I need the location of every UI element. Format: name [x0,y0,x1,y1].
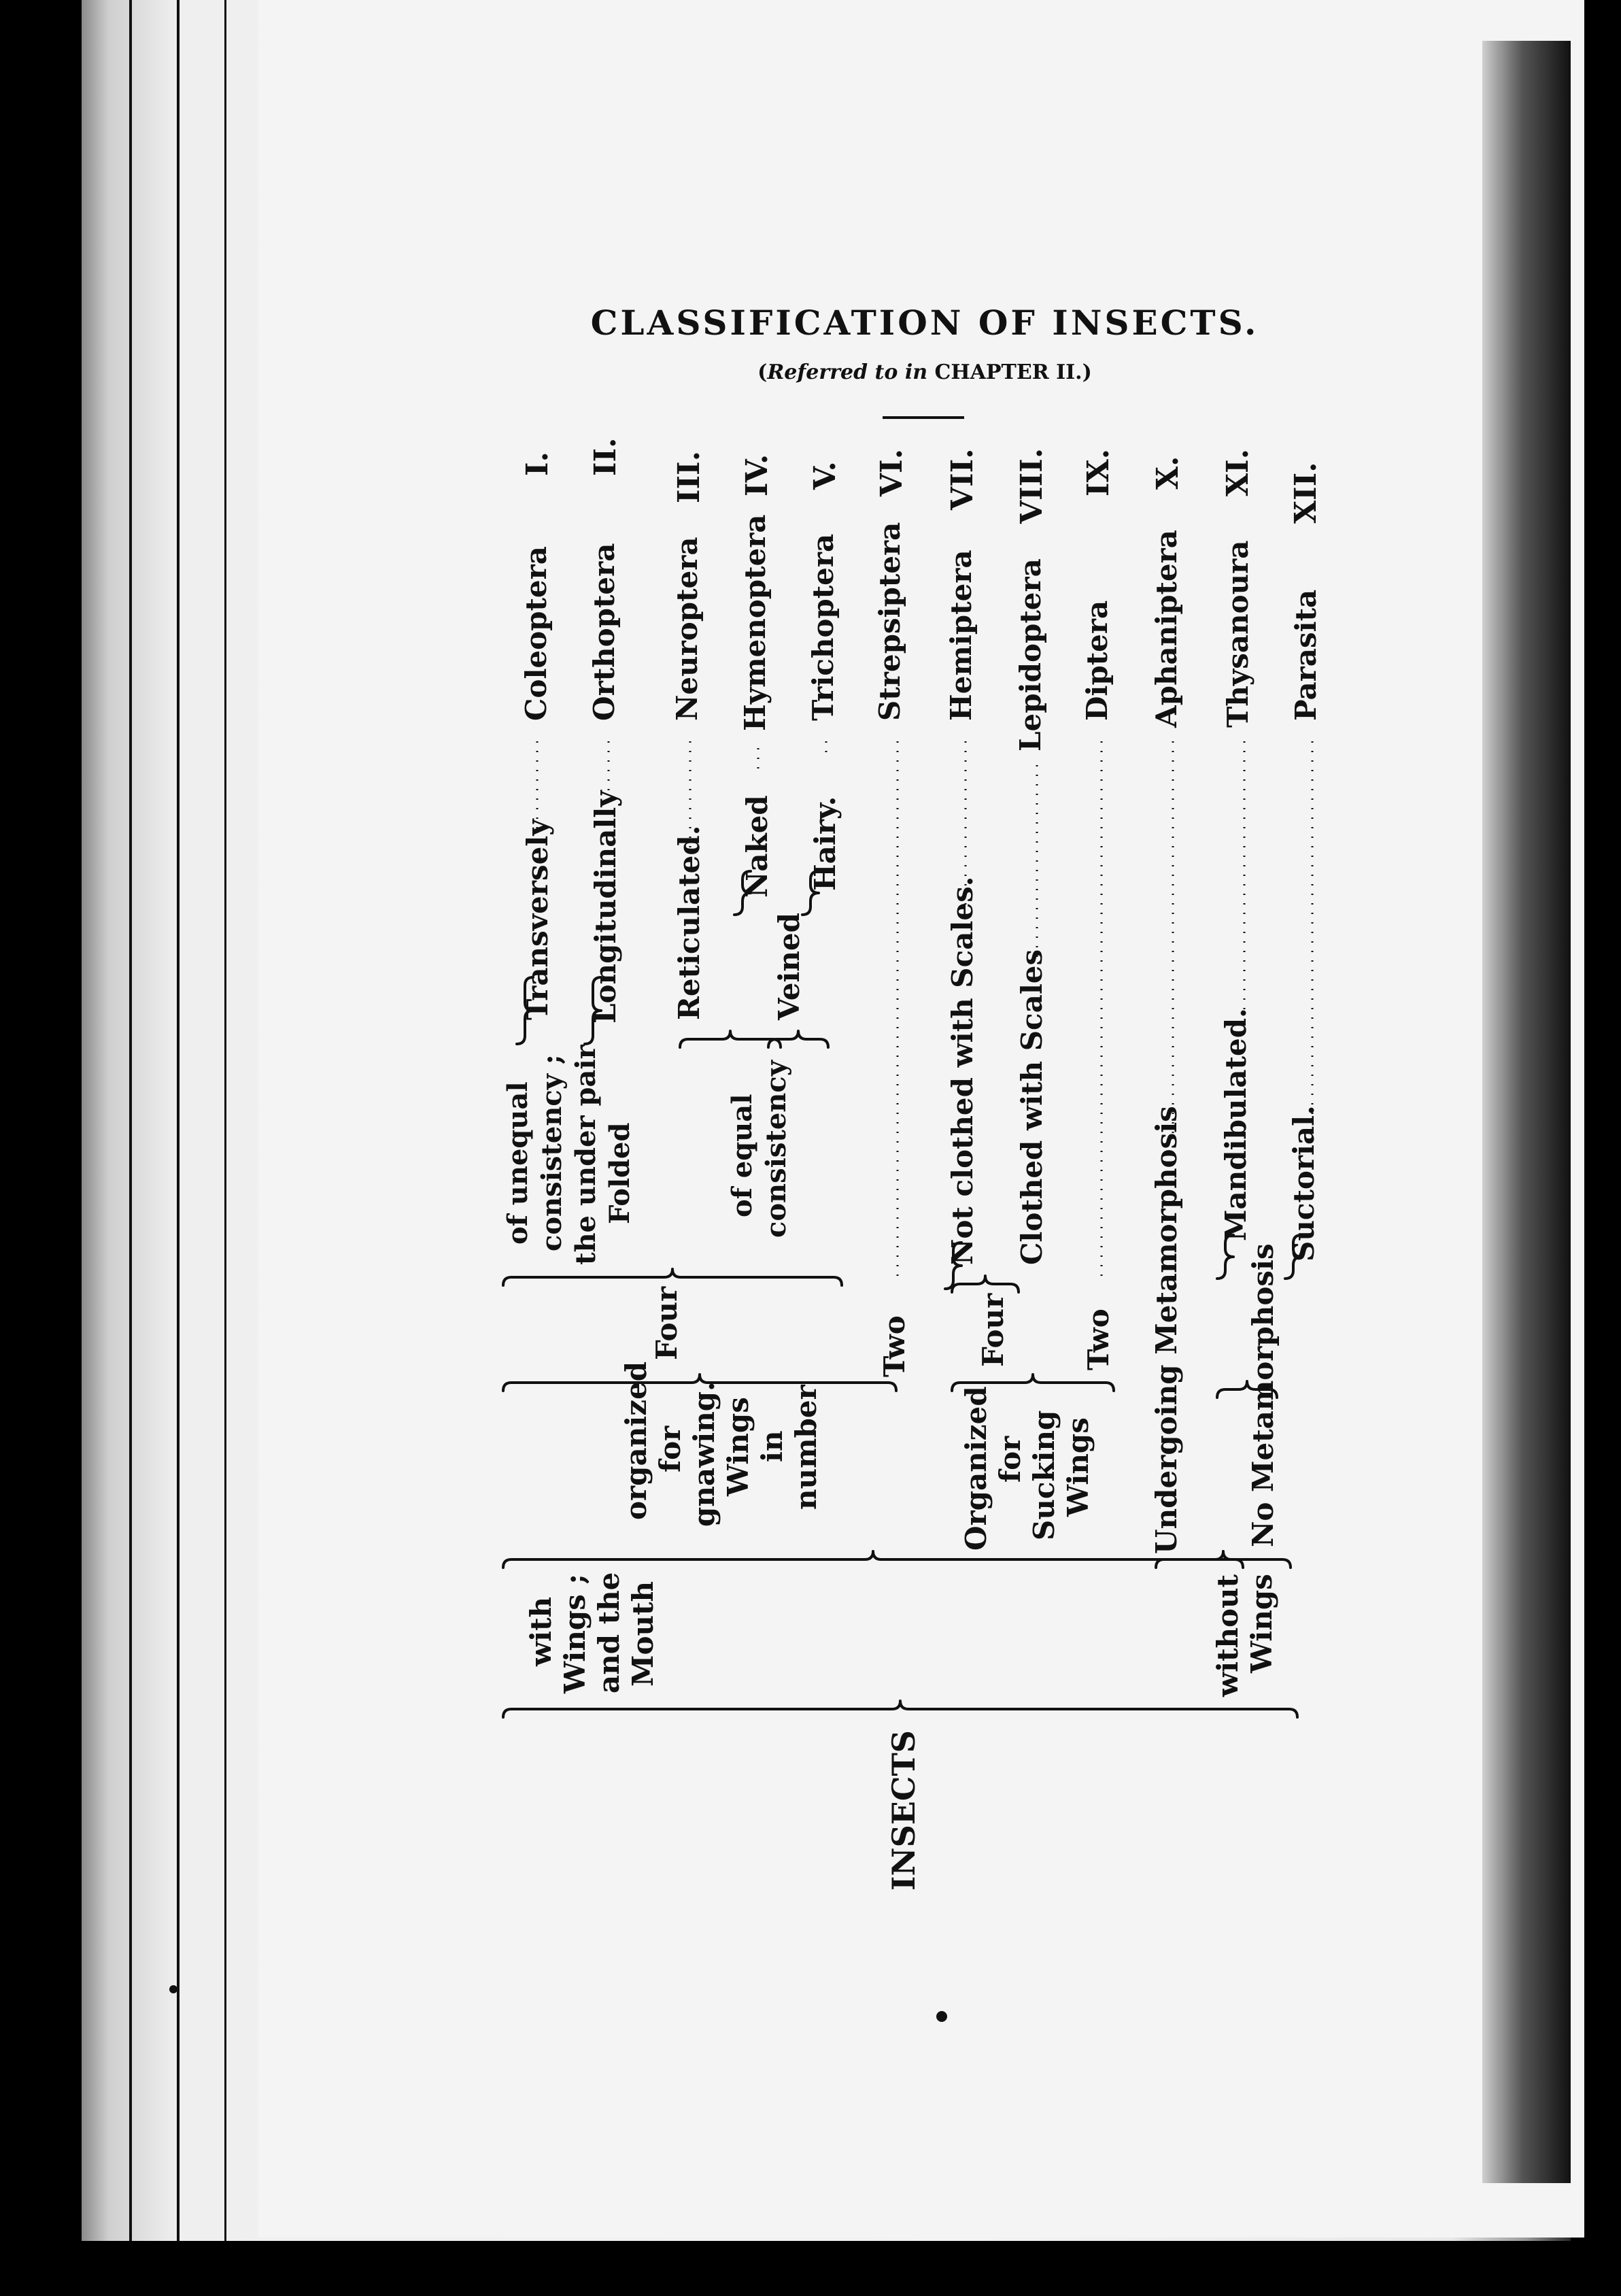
brace [680,1031,781,1047]
order-name: Trichoptera [806,533,840,721]
order-numeral: VIII. [1014,448,1049,524]
label-gnawing: organized [619,1361,653,1520]
order-numeral: III. [672,450,706,503]
order-name: Aphaniptera [1150,529,1183,728]
label-four-sucking: Four [976,1293,1010,1367]
label-unequal: of unequal [502,1081,534,1245]
order-name: Neuroptera [670,537,704,721]
scan-speck [169,1985,177,1993]
label-unequal: consistency ; [536,1054,568,1251]
order-numeral: VII. [945,448,980,510]
label-sucking: Organized [959,1386,993,1551]
order-numeral: VI. [874,448,909,496]
label-sucking: Sucking [1027,1410,1061,1540]
order-name: Coleoptera [519,546,553,721]
label-without-wings: without [1211,1574,1244,1697]
label-gnawing: gnawing. [687,1381,721,1527]
order-name: Hymenoptera [738,514,772,731]
page-subtitle: (Referred to in CHAPTER II.) [757,360,1092,384]
label-two-gnawing: Two [878,1315,911,1377]
label-sucking: Wings [1061,1417,1095,1517]
order-numeral: V. [808,461,842,490]
label-with-wings: Wings ; [558,1573,592,1693]
order-numeral: II. [588,437,623,476]
label-reticulated: Reticulated. [672,825,706,1020]
label-root: INSECTS [885,1730,922,1891]
brace [768,1031,828,1047]
order-name: Strepsiptera [873,522,906,721]
order-name: Lepidoptera [1014,558,1047,752]
brace [503,1269,842,1285]
label-naked: Naked [740,795,774,898]
brace [503,1701,1297,1717]
order-numeral: I. [520,452,555,476]
label-gnawing: Wings [721,1397,755,1496]
label-without-wings: Wings [1245,1574,1278,1673]
label-unequal: Folded [604,1122,636,1224]
label-gnawing: in [755,1430,789,1462]
label-mandibulated: Mandibulated. [1219,1008,1252,1241]
scan-speck [936,2011,947,2022]
label-sucking: for [993,1436,1027,1483]
order-numeral: XI. [1221,448,1255,496]
label-transversely: Transversely [521,819,554,1020]
label-with-wings: with [524,1596,558,1666]
brace [503,1551,1243,1568]
label-no-meta: No Metamorphosis [1246,1243,1280,1547]
label-unequal: the under pair [570,1045,602,1265]
order-name: Hemiptera [944,550,978,721]
order-name: Parasita [1289,589,1323,721]
label-gnawing: for [653,1425,687,1472]
label-with-wings: Mouth [626,1581,660,1687]
order-numeral: IV. [740,454,774,496]
brace [952,1276,1019,1292]
order-numeral: XII. [1289,462,1323,524]
label-with-wings: and the [592,1572,626,1693]
order-name: Thysanoura [1221,540,1255,728]
label-equal: of equal [726,1094,758,1217]
order-numeral: X. [1150,456,1185,490]
order-numeral: IX. [1081,448,1116,496]
label-not-clothed: Not clothed with Scales. [946,876,979,1265]
label-veined: Veined [772,912,806,1020]
label-clothed: Clothed with Scales [1015,949,1048,1265]
order-name: Orthoptera [587,543,621,721]
label-suctorial: Suctorial. [1287,1105,1320,1262]
label-hairy: Hairy. [808,796,842,891]
label-longitudinally: Longitudinally [589,790,622,1024]
page-title: CLASSIFICATION OF INSECTS. [590,303,1259,343]
label-two-sucking: Two [1082,1309,1115,1370]
label-undergoing: Undergoing Metamorphosis [1150,1106,1183,1554]
dot-leaders [537,741,1312,1279]
label-gnawing: number [789,1385,823,1510]
label-equal: consistency [760,1060,792,1238]
order-name: Diptera [1080,600,1114,721]
label-four-gnawing: Four [650,1286,683,1360]
